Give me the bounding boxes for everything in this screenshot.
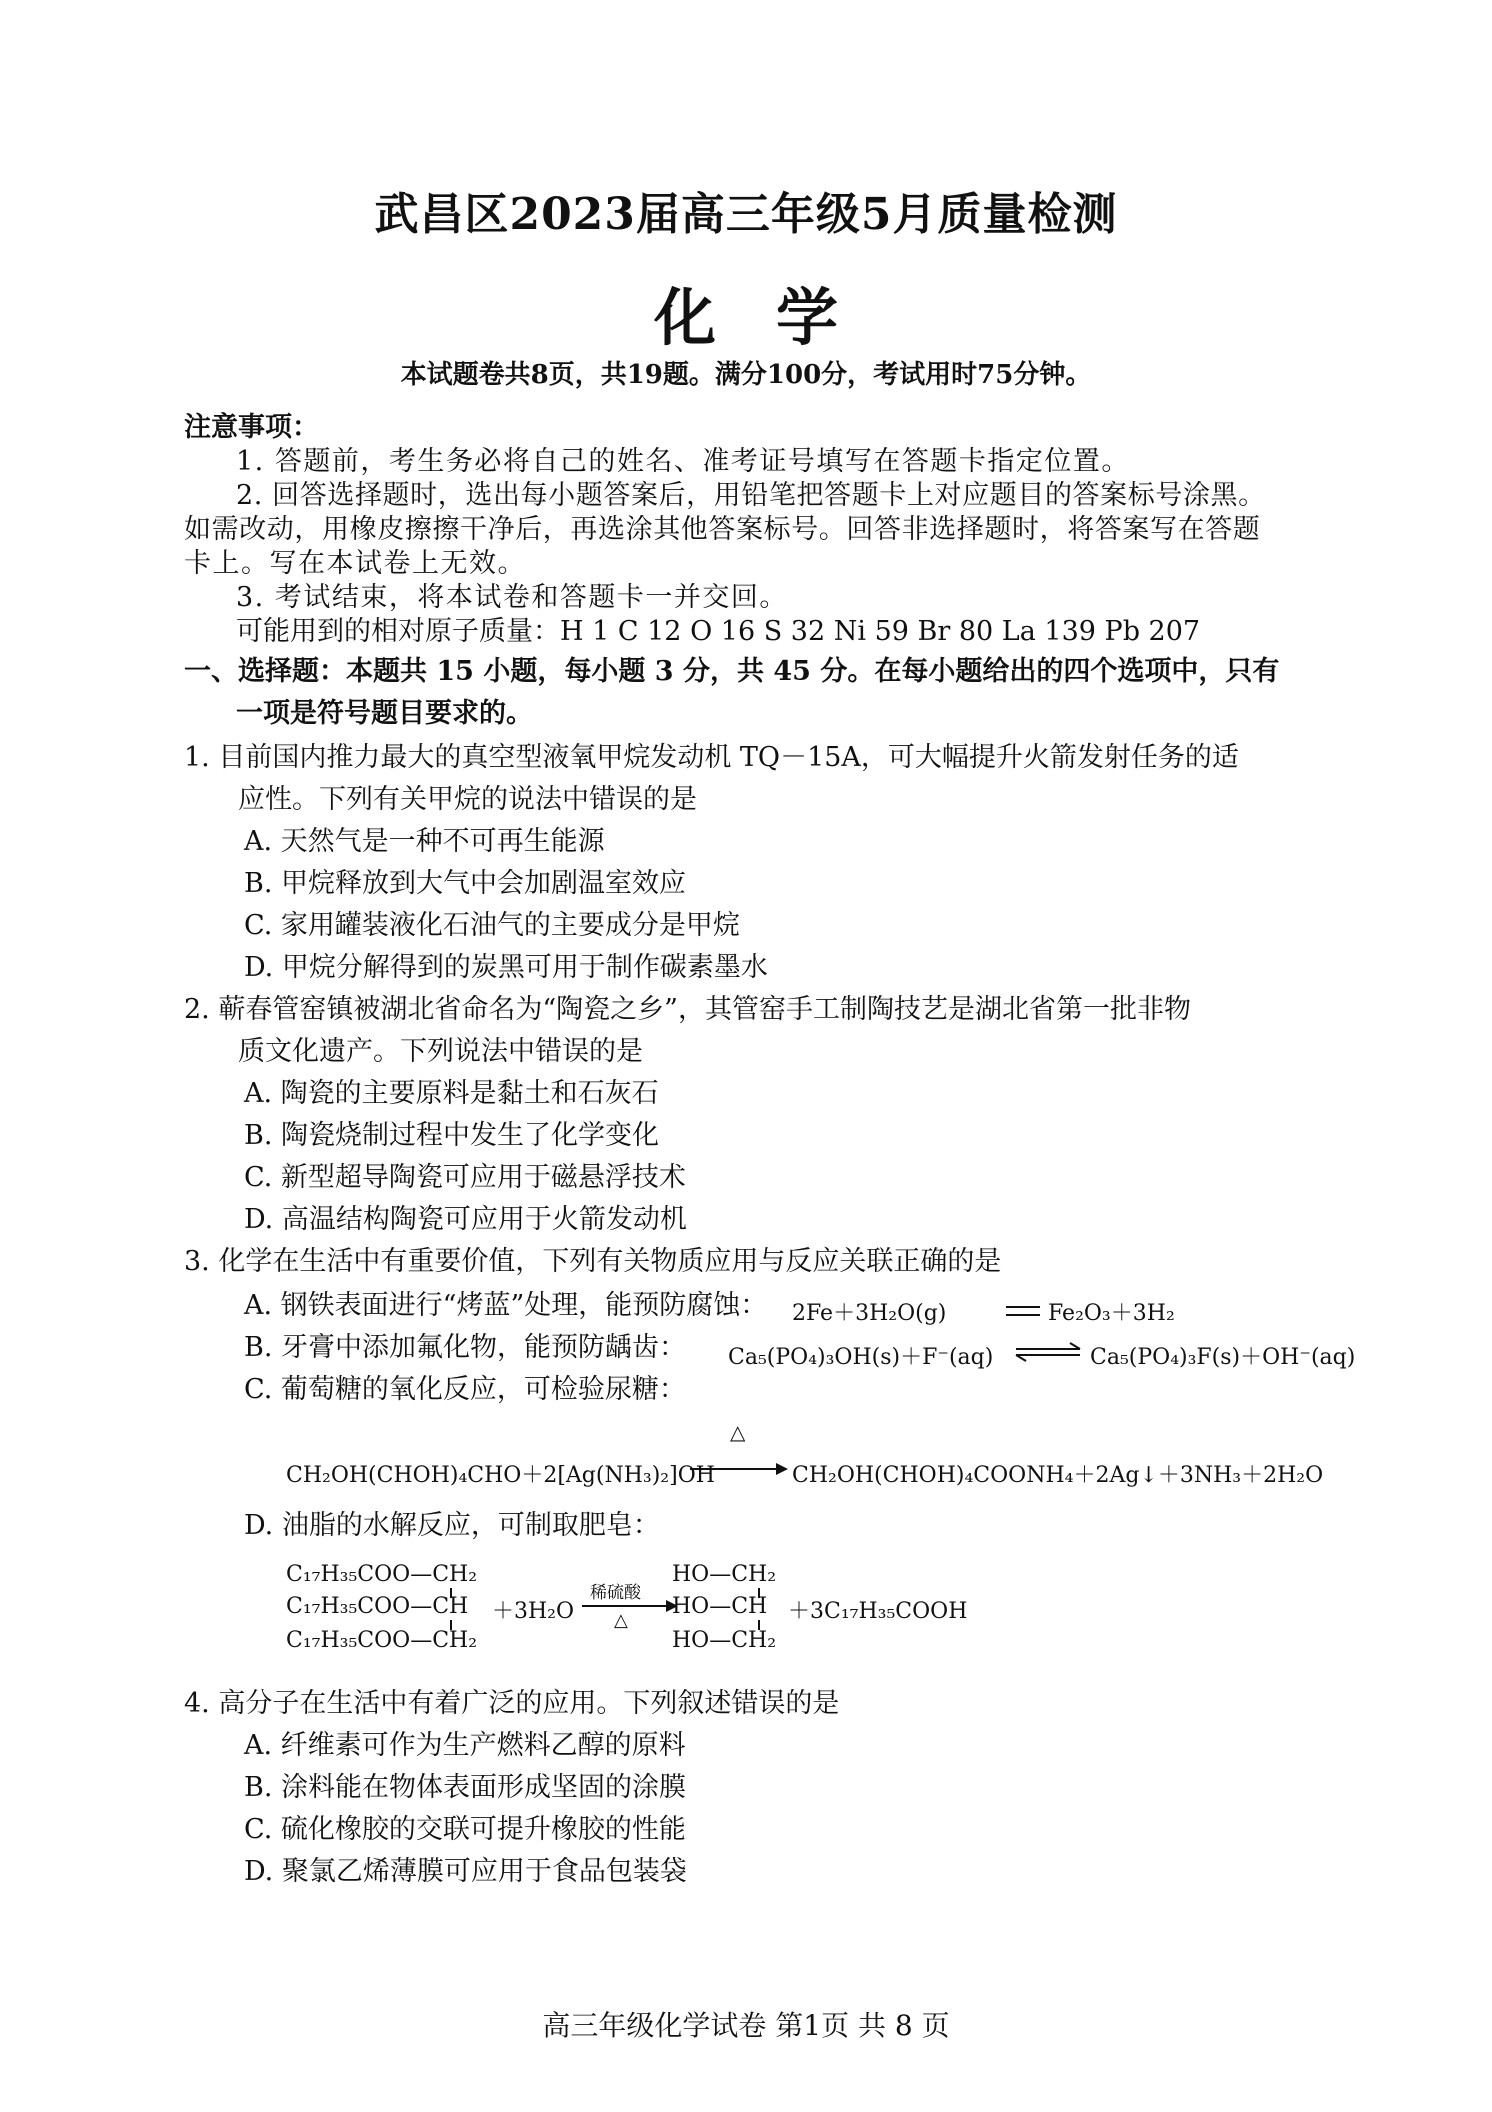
q2-stem-cont: 质文化遗产。下列说法中错误的是 bbox=[238, 1036, 643, 1067]
q4-option-c: C. 硫化橡胶的交联可提升橡胶的性能 bbox=[244, 1814, 686, 1845]
note-item-2-line-1: 2. 回答选择题时，选出每小题答案后，用铅笔把答题卡上对应题目的答案标号涂黑。 bbox=[236, 480, 1266, 511]
arrow-right-icon bbox=[776, 1463, 788, 1475]
equals-sign-bottom bbox=[1006, 1314, 1040, 1316]
q1-stem-cont: 应性。下列有关甲烷的说法中错误的是 bbox=[238, 784, 697, 815]
q1-option-a: A. 天然气是一种不可再生能源 bbox=[244, 826, 605, 857]
equals-sign-top bbox=[1006, 1306, 1040, 1308]
note-item-1: 1. 答题前，考生务必将自己的姓名、准考证号填写在答题卡指定位置。 bbox=[236, 446, 1130, 477]
q2-stem: 2. 蕲春管窑镇被湖北省命名为“陶瓷之乡”，其管窑手工制陶技艺是湖北省第一批非物 bbox=[184, 994, 1191, 1025]
bond-line bbox=[450, 1620, 452, 1630]
q2-option-c: C. 新型超导陶瓷可应用于磁悬浮技术 bbox=[244, 1162, 686, 1193]
q2-option-d: D. 高温结构陶瓷可应用于火箭发动机 bbox=[244, 1204, 687, 1235]
q3-option-c-text: C. 葡萄糖的氧化反应，可检验尿糖： bbox=[244, 1374, 686, 1405]
atomic-masses: 可能用到的相对原子质量：H 1 C 12 O 16 S 32 Ni 59 Br 80 La 139 Pb 207 bbox=[236, 616, 1201, 647]
q3-d-condition-catalyst: 稀硫酸 bbox=[590, 1583, 641, 1603]
q3-c-eq-right: CH₂OH(CHOH)₄COONH₄＋2Ag↓＋3NH₃＋2H₂O bbox=[792, 1463, 1324, 1488]
bond-line bbox=[758, 1620, 760, 1630]
q3-b-eq-right: Ca₅(PO₄)₃F(s)＋OH⁻(aq) bbox=[1090, 1345, 1356, 1370]
q3-d-reactant-row-1: C₁₇H₃₅COO—CH₂ bbox=[286, 1562, 478, 1587]
q3-a-eq-right: Fe₂O₃＋3H₂ bbox=[1048, 1301, 1175, 1326]
q1-option-c: C. 家用罐装液化石油气的主要成分是甲烷 bbox=[244, 910, 740, 941]
bond-line bbox=[450, 1588, 452, 1598]
section-1-heading-cont: 一项是符号题目要求的。 bbox=[236, 698, 533, 729]
bond-line bbox=[758, 1588, 760, 1598]
q4-stem: 4. 高分子在生活中有着广泛的应用。下列叙述错误的是 bbox=[184, 1688, 840, 1719]
section-1-heading: 一、选择题：本题共 15 小题，每小题 3 分，共 45 分。在每小题给出的四个选项中，只有 bbox=[184, 656, 1280, 687]
q3-c-eq-left: CH₂OH(CHOH)₄CHO＋2[Ag(NH₃)₂]OH bbox=[286, 1463, 715, 1488]
q3-d-acid-product: ＋3C₁₇H₃₅COOH bbox=[788, 1599, 968, 1624]
q4-option-d: D. 聚氯乙烯薄膜可应用于食品包装袋 bbox=[244, 1856, 687, 1887]
q3-d-product-row-3: HO—CH₂ bbox=[672, 1628, 777, 1653]
notes-heading: 注意事项： bbox=[184, 412, 319, 443]
subject-title: 化学 bbox=[653, 281, 898, 354]
note-item-2-line-2: 如需改动，用橡皮擦擦干净后，再选涂其他答案标号。回答非选择题时，将答案写在答题 bbox=[184, 514, 1261, 545]
q3-d-water: ＋3H₂O bbox=[492, 1599, 575, 1624]
q1-option-d: D. 甲烷分解得到的炭黑可用于制作碳素墨水 bbox=[244, 952, 768, 983]
q2-option-a: A. 陶瓷的主要原料是黏土和石灰石 bbox=[244, 1078, 659, 1109]
q3-d-product-row-2: HO—CH bbox=[672, 1594, 768, 1619]
q2-option-b: B. 陶瓷烧制过程中发生了化学变化 bbox=[244, 1120, 660, 1151]
note-item-2-line-3: 卡上。写在本试卷上无效。 bbox=[184, 548, 526, 579]
q3-b-eq-left: Ca₅(PO₄)₃OH(s)＋F⁻(aq) bbox=[728, 1345, 994, 1370]
q1-stem: 1. 目前国内推力最大的真空型液氧甲烷发动机 TQ－15A，可大幅提升火箭发射任务的适 bbox=[184, 742, 1239, 773]
q3-d-condition-heat: △ bbox=[614, 1610, 628, 1631]
note-item-3: 3. 考试结束，将本试卷和答题卡一并交回。 bbox=[236, 582, 788, 613]
q3-stem: 3. 化学在生活中有重要价值，下列有关物质应用与反应关联正确的是 bbox=[184, 1246, 1002, 1277]
q3-d-product-row-1: HO—CH₂ bbox=[672, 1562, 777, 1587]
q3-option-b-text: B. 牙膏中添加氟化物，能预防龋齿： bbox=[244, 1332, 687, 1363]
exam-title: 武昌区2023届高三年级5月质量检测 bbox=[374, 189, 1118, 240]
q3-c-condition: △ bbox=[730, 1420, 746, 1444]
reaction-arrow-line bbox=[690, 1468, 780, 1470]
q1-option-b: B. 甲烷释放到大气中会加剧温室效应 bbox=[244, 868, 687, 899]
q3-option-a-text: A. 钢铁表面进行“烤蓝”处理，能预防腐蚀： bbox=[244, 1290, 768, 1321]
q4-option-b: B. 涂料能在物体表面形成坚固的涂膜 bbox=[244, 1772, 687, 1803]
q3-a-eq-left: 2Fe＋3H₂O(g) bbox=[792, 1301, 947, 1326]
q3-d-reactant-row-3: C₁₇H₃₅COO—CH₂ bbox=[286, 1628, 478, 1653]
exam-info: 本试题卷共8页，共19题。满分100分，考试用时75分钟。 bbox=[400, 360, 1092, 390]
reversible-arrow-icon bbox=[1014, 1340, 1084, 1364]
q3-option-d-text: D. 油脂的水解反应，可制取肥皂： bbox=[244, 1510, 660, 1541]
q3-d-reactant-row-2: C₁₇H₃₅COO—CH bbox=[286, 1594, 469, 1619]
reaction-arrow-line bbox=[582, 1605, 670, 1607]
q4-option-a: A. 纤维素可作为生产燃料乙醇的原料 bbox=[244, 1730, 686, 1761]
page-footer: 高三年级化学试卷 第1页 共 8 页 bbox=[542, 2009, 950, 2042]
